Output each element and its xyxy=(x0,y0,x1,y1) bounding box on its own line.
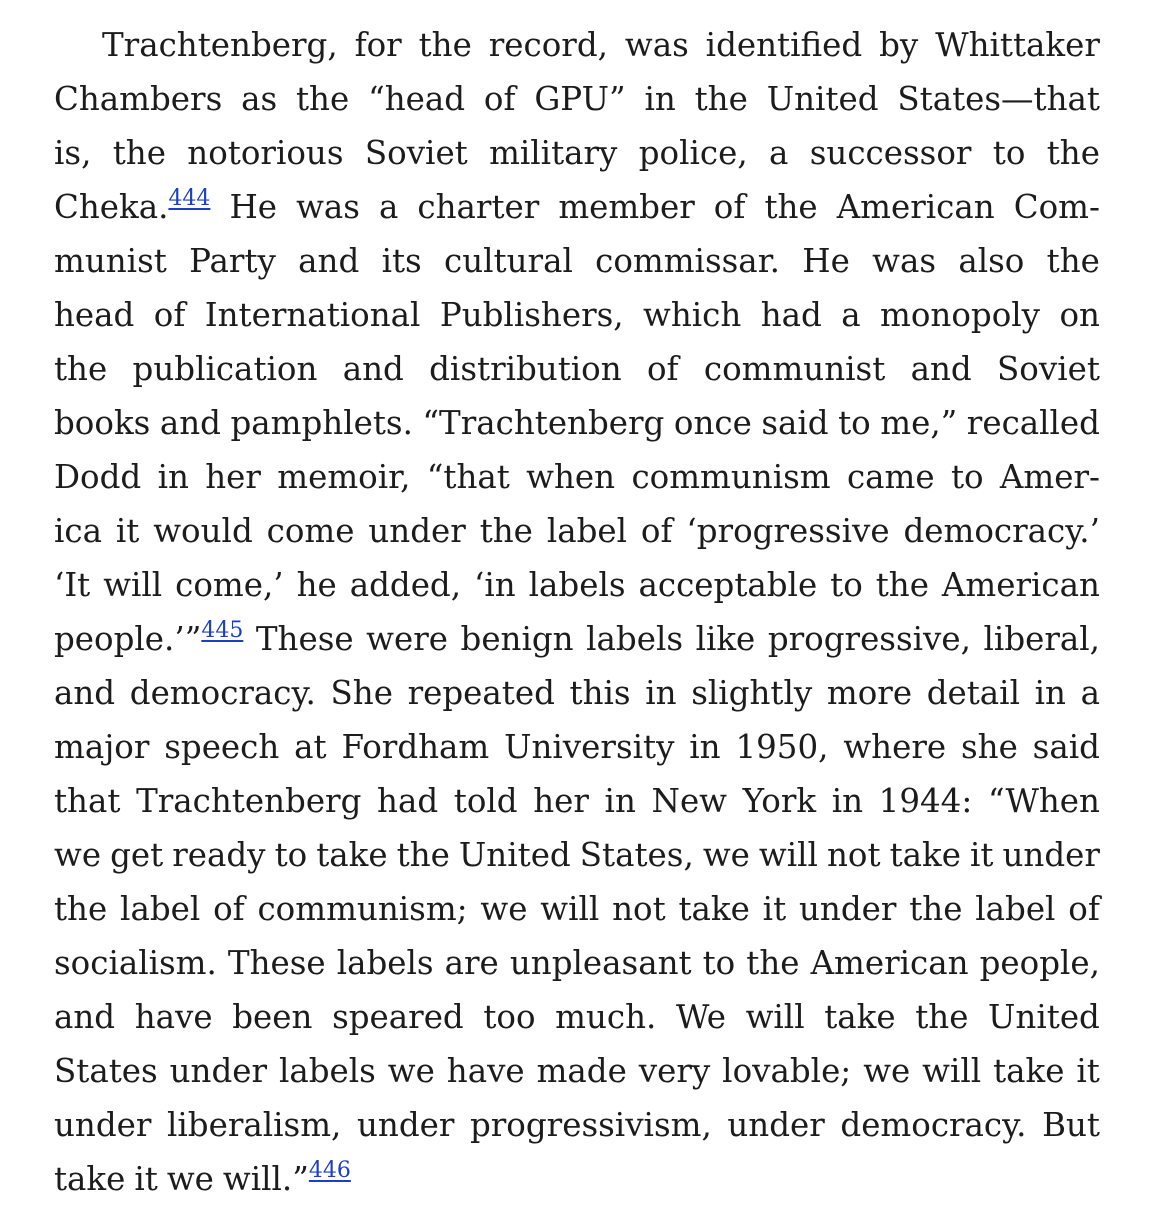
word: member xyxy=(558,188,695,226)
word: identified xyxy=(705,26,863,64)
word: labels xyxy=(278,1052,376,1090)
word: liberalism, xyxy=(167,1106,342,1144)
word: at xyxy=(294,728,327,766)
word: said xyxy=(761,404,829,442)
word: of xyxy=(483,80,516,118)
word: have xyxy=(134,998,213,1036)
word: to xyxy=(274,836,308,874)
word: of xyxy=(640,512,673,550)
word: was xyxy=(872,242,937,280)
word: under xyxy=(1002,836,1100,874)
word: come,’ xyxy=(175,566,284,604)
word: slightly xyxy=(691,674,813,712)
word: speech xyxy=(164,728,280,766)
word: it xyxy=(1076,1052,1100,1090)
text-line xyxy=(54,882,1100,936)
word: commissar. xyxy=(595,242,780,280)
word: 1950, xyxy=(735,728,829,766)
word: to xyxy=(838,404,871,442)
footnote-link[interactable]: 446 xyxy=(308,1158,351,1183)
word: take xyxy=(889,836,961,874)
word: once xyxy=(673,404,752,442)
word: the xyxy=(915,998,969,1036)
word: the xyxy=(1046,242,1100,280)
word: acceptable xyxy=(638,566,818,604)
word: detail xyxy=(926,674,1020,712)
word: democracy. xyxy=(840,1106,1027,1144)
word: speared xyxy=(332,998,464,1036)
word: a xyxy=(841,296,861,334)
word: will xyxy=(745,998,805,1036)
word: made xyxy=(536,1052,627,1090)
word: take xyxy=(316,836,388,874)
word: on xyxy=(1059,296,1100,334)
word: International xyxy=(204,296,421,334)
word: much. xyxy=(555,998,657,1036)
word: as xyxy=(241,80,278,118)
word-text: will.” xyxy=(222,1160,309,1198)
text-line xyxy=(54,774,1100,828)
text-line xyxy=(54,180,1100,234)
word: to xyxy=(702,944,736,982)
word: under xyxy=(54,1106,152,1144)
word: in xyxy=(644,80,676,118)
word: we xyxy=(387,1052,435,1090)
word: democracy. xyxy=(129,674,316,712)
word: cultural xyxy=(444,242,573,280)
word: progressive, xyxy=(767,620,971,658)
word: a xyxy=(1080,674,1100,712)
word: her xyxy=(533,782,589,820)
word: for xyxy=(354,26,402,64)
word: the xyxy=(54,890,108,928)
word: in xyxy=(157,458,189,496)
word: “that xyxy=(426,458,510,496)
word xyxy=(54,612,243,666)
word: take xyxy=(824,998,896,1036)
text-line xyxy=(54,666,1100,720)
word: munist xyxy=(54,242,167,280)
word: the xyxy=(764,188,818,226)
word: repeated xyxy=(407,674,555,712)
text-line xyxy=(54,612,1100,666)
word: been xyxy=(232,998,313,1036)
word: recalled xyxy=(966,404,1100,442)
word: will xyxy=(758,836,818,874)
word: was xyxy=(296,188,360,226)
word: we xyxy=(863,1052,911,1090)
text-line xyxy=(54,126,1100,180)
word: will xyxy=(540,890,600,928)
word: Whittaker xyxy=(935,26,1100,64)
word: me,” xyxy=(880,404,958,442)
text-line xyxy=(54,828,1100,882)
word: benign xyxy=(460,620,574,658)
text-line xyxy=(54,1098,1100,1152)
text-line xyxy=(54,1044,1100,1098)
word: Dodd xyxy=(54,458,142,496)
word: York xyxy=(742,782,817,820)
word: Soviet xyxy=(364,134,468,172)
word: communism; xyxy=(257,890,468,928)
word: came xyxy=(846,458,935,496)
word: in xyxy=(645,674,677,712)
word: the xyxy=(296,80,350,118)
word: University xyxy=(504,728,675,766)
word: and xyxy=(54,998,116,1036)
word: its xyxy=(381,242,422,280)
word: ‘It xyxy=(54,566,91,604)
word: are xyxy=(444,944,499,982)
text-line xyxy=(54,936,1100,990)
word: He xyxy=(229,188,278,226)
word: progressivism, xyxy=(469,1106,712,1144)
text-line xyxy=(54,288,1100,342)
word-text: Cheka. xyxy=(54,188,169,226)
word: the xyxy=(909,890,963,928)
word: to xyxy=(830,566,863,604)
word: of xyxy=(1068,890,1100,928)
word: memoir, xyxy=(277,458,411,496)
word: the xyxy=(396,836,450,874)
word: States—that xyxy=(897,80,1100,118)
word: and xyxy=(342,350,404,388)
word: get xyxy=(110,836,164,874)
word: told xyxy=(453,782,518,820)
word: distribution xyxy=(429,350,622,388)
text-line xyxy=(54,720,1100,774)
word: added, xyxy=(349,566,462,604)
word: had xyxy=(760,296,822,334)
word: police, xyxy=(638,134,748,172)
word: Fordham xyxy=(341,728,490,766)
word: communist xyxy=(703,350,886,388)
word: very xyxy=(638,1052,711,1090)
word: where xyxy=(843,728,947,766)
word: successor xyxy=(809,134,972,172)
word: in xyxy=(831,782,864,820)
word: take xyxy=(993,1052,1065,1090)
word: Amer- xyxy=(999,458,1100,496)
word: in xyxy=(689,728,721,766)
word: But xyxy=(1042,1106,1100,1144)
word: it xyxy=(762,890,787,928)
word: Trachtenberg xyxy=(136,782,362,820)
text-line xyxy=(54,234,1100,288)
word: will xyxy=(922,1052,982,1090)
word: and xyxy=(159,404,221,442)
text-line xyxy=(54,342,1100,396)
word: labels xyxy=(586,620,684,658)
word: 1944: xyxy=(878,782,973,820)
word: United xyxy=(766,80,879,118)
word: We xyxy=(675,998,726,1036)
word: Soviet xyxy=(997,350,1100,388)
word: the xyxy=(112,134,166,172)
word: in xyxy=(604,782,636,820)
text-line xyxy=(54,558,1100,612)
word: GPU” xyxy=(534,80,626,118)
word: the xyxy=(418,26,472,64)
word: to xyxy=(992,134,1026,172)
word: the xyxy=(1046,134,1100,172)
word: have xyxy=(446,1052,525,1090)
word: and xyxy=(910,350,972,388)
word: States, xyxy=(579,836,694,874)
footnote-link[interactable]: 444 xyxy=(168,186,211,211)
word: take xyxy=(678,890,750,928)
word: more xyxy=(826,674,913,712)
word xyxy=(223,1152,351,1206)
word: record, xyxy=(488,26,608,64)
word: not xyxy=(826,836,881,874)
word: label xyxy=(120,890,201,928)
text-line xyxy=(54,990,1100,1044)
word: of xyxy=(713,188,746,226)
word: which xyxy=(643,296,742,334)
word: of xyxy=(646,350,679,388)
word: under xyxy=(798,890,897,928)
word: label xyxy=(546,512,628,550)
word: like xyxy=(695,620,756,658)
word: communism xyxy=(631,458,831,496)
word: we xyxy=(480,890,528,928)
word: democracy.’ xyxy=(903,512,1100,550)
word: the xyxy=(54,350,108,388)
word: the xyxy=(875,566,929,604)
word: “head xyxy=(368,80,466,118)
word: New xyxy=(651,782,727,820)
text-line xyxy=(54,72,1100,126)
word: lovable; xyxy=(722,1052,852,1090)
word: not xyxy=(612,890,666,928)
word: United xyxy=(988,998,1100,1036)
word: American xyxy=(836,188,995,226)
word: ready xyxy=(172,836,266,874)
word: said xyxy=(1032,728,1100,766)
word: the xyxy=(479,512,533,550)
word: ica xyxy=(54,512,102,550)
word: this xyxy=(569,674,631,712)
word: and xyxy=(298,242,360,280)
word: Trachtenberg, xyxy=(102,26,338,64)
word: “Trachtenberg xyxy=(422,404,665,442)
word: she xyxy=(960,728,1018,766)
word: also xyxy=(958,242,1025,280)
word: pamphlets. xyxy=(230,404,413,442)
word: publication xyxy=(132,350,318,388)
word: labels xyxy=(528,566,626,604)
word: These xyxy=(255,620,354,658)
word: we xyxy=(702,836,750,874)
word: These xyxy=(227,944,326,982)
word: we xyxy=(54,836,102,874)
word: come xyxy=(266,512,355,550)
word: is, xyxy=(54,134,92,172)
word: unpleasant xyxy=(509,944,692,982)
word: a xyxy=(769,134,789,172)
word: head xyxy=(54,296,135,334)
word: under xyxy=(356,1106,455,1144)
word: label xyxy=(975,890,1056,928)
text-line xyxy=(102,18,1100,72)
word: her xyxy=(205,458,261,496)
word: socialism. xyxy=(54,944,217,982)
word: monopoly xyxy=(880,296,1041,334)
text-line xyxy=(54,504,1100,558)
word: notorious xyxy=(187,134,344,172)
text-line xyxy=(54,450,1100,504)
word-text: people.’” xyxy=(54,620,202,658)
word: under xyxy=(169,1052,268,1090)
word: people, xyxy=(979,944,1100,982)
word: were xyxy=(366,620,448,658)
footnote-link[interactable]: 445 xyxy=(201,618,244,643)
word: charter xyxy=(417,188,540,226)
word: would xyxy=(153,512,253,550)
word xyxy=(54,180,210,234)
word: books xyxy=(54,404,151,442)
word: a xyxy=(378,188,399,226)
word: was xyxy=(624,26,689,64)
word: he xyxy=(296,566,337,604)
word: by xyxy=(879,26,919,64)
word: we xyxy=(166,1160,214,1198)
word: liberal, xyxy=(983,620,1100,658)
word: under xyxy=(727,1106,825,1144)
word: the xyxy=(746,944,800,982)
word: that xyxy=(54,782,121,820)
word: in xyxy=(1034,674,1066,712)
word: States xyxy=(54,1052,158,1090)
word: Chambers xyxy=(54,80,223,118)
word: American xyxy=(810,944,969,982)
word: “When xyxy=(987,782,1100,820)
word: of xyxy=(213,890,245,928)
word: too xyxy=(483,998,536,1036)
word: United xyxy=(458,836,571,874)
word: of xyxy=(153,296,186,334)
word: Publishers, xyxy=(439,296,624,334)
word: it xyxy=(969,836,994,874)
word: will xyxy=(103,566,163,604)
text-line xyxy=(54,1152,1100,1206)
word: Party xyxy=(189,242,276,280)
word: the xyxy=(694,80,748,118)
word: take xyxy=(54,1160,126,1198)
word: it xyxy=(134,1160,158,1198)
word: ‘progressive xyxy=(686,512,890,550)
word: to xyxy=(950,458,984,496)
word: American xyxy=(941,566,1100,604)
word: ‘in xyxy=(474,566,516,604)
word: it xyxy=(115,512,140,550)
word: and xyxy=(54,674,116,712)
word: major xyxy=(54,728,150,766)
word: She xyxy=(330,674,393,712)
text-line xyxy=(54,396,1100,450)
word: under xyxy=(368,512,466,550)
word: He xyxy=(802,242,850,280)
word: had xyxy=(377,782,439,820)
word: Com- xyxy=(1013,188,1100,226)
word: labels xyxy=(336,944,434,982)
word: when xyxy=(526,458,616,496)
word: military xyxy=(489,134,618,172)
